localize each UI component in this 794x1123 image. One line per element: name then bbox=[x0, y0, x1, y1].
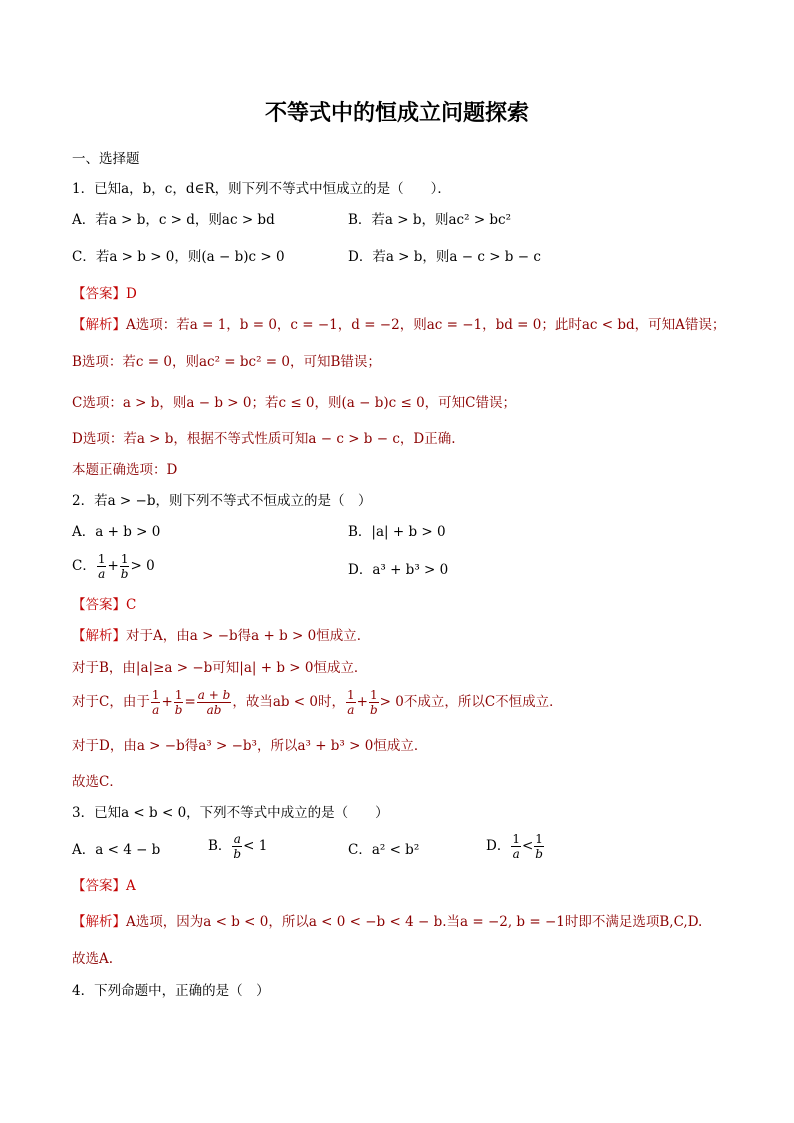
question-1-analysis-1 bbox=[72, 316, 725, 334]
question-2-option-a: A．a + b > 0 bbox=[72, 524, 161, 540]
question-1-analysis-3: C选项：a > b，则a − b > 0；若c ≤ 0，则(a − b)c ≤ 0，可知C错误； bbox=[72, 395, 517, 411]
analysis-3-part-a: 对于C，由于 bbox=[72, 694, 150, 710]
fraction-1-over-a: $\frac{1}{a}$ bbox=[151, 688, 160, 717]
fraction-a-over-b: $\frac{a}{b}$ bbox=[233, 832, 242, 861]
analysis-text: 对于A，由a > −b得a + b > 0恒成立． bbox=[126, 628, 371, 644]
fraction-1-over-a: $\frac{1}{a}$ bbox=[347, 688, 355, 717]
answer-label: 【答案】 bbox=[72, 878, 126, 894]
question-3-option-c: C．a² < b² bbox=[348, 842, 420, 858]
question-3-option-b bbox=[208, 832, 267, 861]
fraction-1-over-a: $\frac{1}{a}$ bbox=[512, 832, 520, 861]
option-c-suffix: > 0 bbox=[130, 558, 155, 574]
fraction-1-over-b: $\frac{1}{b}$ bbox=[535, 832, 543, 861]
question-1-option-c: C．若a > b > 0，则(a − b)c > 0 bbox=[72, 249, 285, 265]
question-2-analysis-2: 对于B，由|a|≥a > −b可知|a| + b > 0恒成立． bbox=[72, 660, 368, 676]
fraction-1-over-b: $\frac{1}{b}$ bbox=[120, 552, 129, 581]
fraction-1-over-a: $\frac{1}{a}$ bbox=[97, 552, 106, 581]
analysis-label: 【解析】 bbox=[72, 317, 126, 333]
question-3-option-d: D． $\frac{1}{a}$ < $\frac{1}{b}$ bbox=[486, 832, 543, 861]
analysis-text: A选项：若a = 1，b = 0，c = −1，d = −2，则ac = −1，bd = 0；此时ac < bd，可知A错误； bbox=[126, 317, 726, 333]
question-2-option-d: D．a³ + b³ > 0 bbox=[348, 562, 449, 578]
question-3-conclusion: 故选A. bbox=[72, 951, 114, 967]
question-1-analysis-4: D选项：若a > b，根据不等式性质可知a − c > b − c，D正确. bbox=[72, 431, 456, 447]
answer-value: C bbox=[126, 597, 137, 613]
question-3-stem: 3．已知a < b < 0，下列不等式中成立的是（ ） bbox=[72, 805, 389, 821]
answer-value: A bbox=[126, 878, 136, 894]
question-2-analysis-1 bbox=[72, 627, 370, 645]
fraction-1-over-b: $\frac{1}{b}$ bbox=[369, 688, 378, 717]
question-2-answer bbox=[72, 596, 136, 614]
question-3-option-a: A．a < 4 − b bbox=[72, 842, 161, 858]
answer-value: D bbox=[126, 286, 137, 302]
answer-label: 【答案】 bbox=[72, 597, 126, 613]
question-3-analysis bbox=[72, 913, 702, 931]
question-2-option-b: B．|a| + b > 0 bbox=[348, 524, 446, 540]
section-heading: 一、选择题 bbox=[72, 151, 140, 167]
option-c-prefix: C． bbox=[72, 558, 96, 574]
question-4-stem: 4．下列命题中，正确的是（ ） bbox=[72, 983, 270, 999]
fraction-1-over-b: $\frac{1}{b}$ bbox=[174, 688, 183, 717]
question-2-stem: 2．若a > −b，则下列不等式不恒成立的是（ ） bbox=[72, 493, 372, 509]
option-b-suffix: < 1 bbox=[243, 838, 268, 854]
analysis-3-part-c: > 0不成立，所以C不恒成立． bbox=[379, 694, 563, 710]
analysis-text: A选项，因为a < b < 0，所以a < 0 < −b < 4 − b.当a = −2, b = −1时即不满足选项B,C,D. bbox=[126, 914, 703, 930]
question-1-answer bbox=[72, 285, 137, 303]
option-b-prefix: B． bbox=[208, 838, 232, 854]
question-2-analysis-3: 对于C，由于 $\frac{1}{a}$ + $\frac{1}{b}$ = $\frac{a + b}{ab}$ ，故当ab < 0时， $\frac{1}{a}$ + $\frac{1}{b}$ > 0不成立，所以C不恒成立． bbox=[72, 688, 563, 717]
analysis-label: 【解析】 bbox=[72, 628, 126, 644]
page-title: 不等式中的恒成立问题探索 bbox=[264, 101, 529, 126]
question-2-option-c: C． $\frac{1}{a}$ + $\frac{1}{b}$ > 0 bbox=[72, 552, 155, 581]
question-3-answer bbox=[72, 877, 136, 895]
question-1-option-d: D．若a > b，则a − c > b − c bbox=[348, 249, 541, 265]
question-2-analysis-4: 对于D，由a > −b得a³ > −b³，所以a³ + b³ > 0恒成立． bbox=[72, 738, 428, 754]
answer-label: 【答案】 bbox=[72, 286, 126, 302]
question-1-option-a: A．若a > b，c > d，则ac > bd bbox=[72, 212, 275, 228]
fraction-a-plus-b-over-ab: $\frac{a + b}{ab}$ bbox=[197, 688, 231, 717]
question-1-correct-option: 本题正确选项：D bbox=[72, 462, 178, 478]
analysis-3-part-b: ，故当ab < 0时， bbox=[232, 694, 346, 710]
question-1-stem: 1．已知a，b，c，d∈R，则下列不等式中恒成立的是（ ）． bbox=[72, 181, 451, 197]
question-1-option-b: B．若a > b，则ac² > bc² bbox=[348, 212, 512, 228]
analysis-label: 【解析】 bbox=[72, 914, 126, 930]
question-2-conclusion: 故选C． bbox=[72, 774, 123, 790]
question-1-analysis-2: B选项：若c = 0，则ac² = bc² = 0，可知B错误； bbox=[72, 354, 381, 370]
option-d-prefix: D． bbox=[486, 838, 511, 854]
